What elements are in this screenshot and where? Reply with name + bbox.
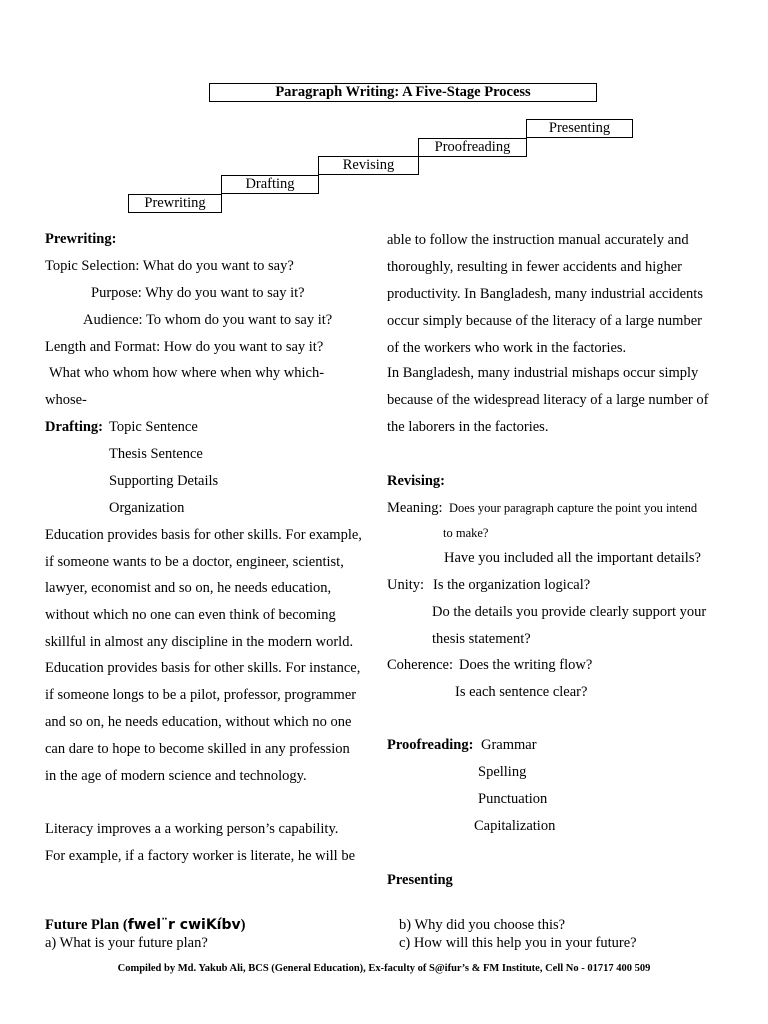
stage-proofreading: Proofreading	[418, 138, 527, 157]
proofreading-heading: Proofreading:	[387, 737, 474, 753]
drafting-item: Organization	[109, 500, 185, 516]
unity-question: Do the details you provide clearly support your	[432, 604, 707, 620]
drafting-item: Topic Sentence	[109, 419, 198, 435]
prewriting-heading: Prewriting:	[45, 231, 117, 247]
paragraph-line: skillful in almost any discipline in the modern world.	[45, 634, 354, 650]
paragraph-line: if someone longs to be a pilot, professor, programmer	[45, 687, 357, 703]
prewriting-line: Topic Selection: What do you want to say?	[45, 258, 294, 274]
paragraph-line: Education provides basis for other skills. For example,	[45, 527, 362, 543]
footer-credit: Compiled by Md. Yakub Ali, BCS (General Education), Ex-faculty of S@ifur’s & FM Institute, Cell No - 01717 400 509	[117, 963, 651, 974]
stage-revising: Revising	[318, 156, 419, 175]
stage-prewriting: Prewriting	[128, 194, 222, 213]
unity-question: thesis statement?	[432, 631, 531, 647]
prewriting-line: Purpose: Why do you want to say it?	[91, 285, 305, 301]
future-question-c: c) How will this help you in your future?	[399, 935, 637, 951]
paragraph-line: because of the widespread literacy of a large number of	[387, 392, 709, 408]
prewriting-line: Audience: To whom do you want to say it?	[83, 312, 333, 328]
proofreading-item: Spelling	[478, 764, 527, 780]
stage-drafting: Drafting	[221, 175, 319, 194]
presenting-heading: Presenting	[387, 872, 453, 888]
prewriting-line: whose-	[45, 392, 87, 408]
paragraph-line: occur simply because of the literacy of a large number	[387, 313, 702, 329]
paragraph-line: and so on, he needs education, without which no one	[45, 714, 352, 730]
meaning-question: to make?	[443, 526, 489, 540]
drafting-item: Supporting Details	[109, 473, 219, 489]
future-question-a: a) What is your future plan?	[45, 935, 208, 951]
paragraph-line: productivity. In Bangladesh, many industrial accidents	[387, 286, 703, 302]
coherence-label: Coherence:	[387, 657, 454, 673]
paragraph-line: lawyer, economist and so on, he needs education,	[45, 580, 332, 596]
proofreading-item: Capitalization	[474, 818, 556, 834]
coherence-question: Is each sentence clear?	[455, 684, 588, 700]
future-question-b: b) Why did you choose this?	[399, 917, 566, 933]
paragraph-line: For example, if a factory worker is literate, he will be	[45, 848, 356, 864]
paragraph-line: Literacy improves a a working person’s capability.	[45, 821, 339, 837]
page-title: Paragraph Writing: A Five-Stage Process	[209, 83, 597, 102]
paragraph-line: able to follow the instruction manual accurately and	[387, 232, 689, 248]
drafting-item: Thesis Sentence	[109, 446, 203, 462]
paragraph-line: the laborers in the factories.	[387, 419, 549, 435]
prewriting-line: Length and Format: How do you want to say it?	[45, 339, 324, 355]
paragraph-line: Education provides basis for other skills. For instance,	[45, 660, 361, 676]
unity-question: Is the organization logical?	[433, 577, 591, 593]
proofreading-item: Punctuation	[478, 791, 548, 807]
meaning-label: Meaning:	[387, 500, 443, 516]
unity-label: Unity:	[387, 577, 425, 593]
meaning-question: Have you included all the important details?	[444, 550, 701, 566]
prewriting-line: What who whom how where when why which-	[49, 365, 325, 381]
meaning-question: Does your paragraph capture the point you intend	[449, 501, 698, 515]
drafting-heading: Drafting:	[45, 419, 103, 435]
proofreading-item: Grammar	[481, 737, 537, 753]
paragraph-line: if someone wants to be a doctor, engineer, scientist,	[45, 554, 344, 570]
paragraph-line: of the workers who work in the factories.	[387, 340, 627, 356]
stage-presenting: Presenting	[526, 119, 633, 138]
paragraph-line: thoroughly, resulting in fewer accidents and higher	[387, 259, 683, 275]
coherence-question: Does the writing flow?	[459, 657, 593, 673]
future-plan-heading: Future Plan (fwel¨r cwiKíbv)	[45, 917, 246, 933]
paragraph-line: in the age of modern science and technology.	[45, 768, 307, 784]
paragraph-line: can dare to hope to become skilled in any profession	[45, 741, 350, 757]
paragraph-line: In Bangladesh, many industrial mishaps occur simply	[387, 365, 699, 381]
revising-heading: Revising:	[387, 473, 445, 489]
paragraph-line: without which no one can even think of becoming	[45, 607, 336, 623]
